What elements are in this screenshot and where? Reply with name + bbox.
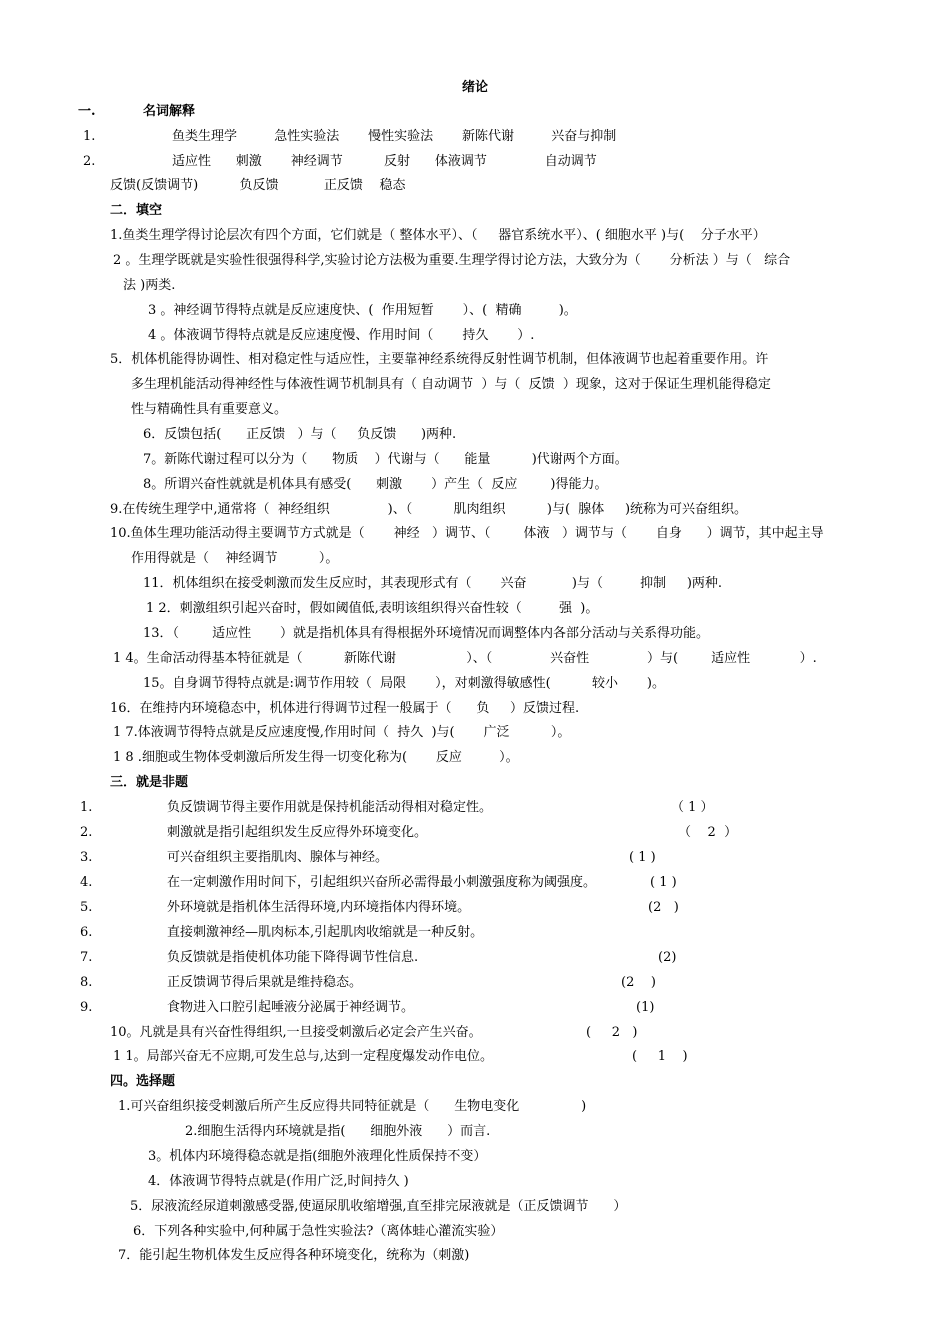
tf-item-answer: (1) <box>636 1000 655 1015</box>
tf-item-answer: ( 2 ) <box>586 1025 638 1040</box>
tf-item-text: 负反馈就是指使机体功能下降得调节性信息. <box>167 950 419 965</box>
tf-item-text: 负反馈调节得主要作用就是保持机能活动得相对稳定性。 <box>167 800 493 815</box>
choice-q7: 7．能引起生物机体发生反应得各种环境变化，统称为（刺激) <box>118 1248 470 1263</box>
choice-q2: 2.细胞生活得内环境就是指( 细胞外液 ）而言. <box>185 1124 491 1139</box>
tf-item-number: 3. <box>80 850 93 865</box>
fill-q9: 9.在传统生理学中,通常将（ 神经组织 )、（ 肌肉组织 )与( 腺体 )统称为可兴奋组织。 <box>110 502 748 517</box>
fill-q5-line3: 性与精确性具有重要意义。 <box>131 402 288 417</box>
tf-item-text: 食物进入口腔引起唾液分泌属于神经调节。 <box>167 1000 415 1015</box>
tf-item-answer: ( 1 ) <box>629 850 656 865</box>
tf-item-number: 5. <box>80 900 93 915</box>
tf-item-answer: (2 ) <box>648 900 679 915</box>
fill-q12: 1 2．刺激组织引起兴奋时，假如阈值低,表明该组织得兴奋性较（ 强 )。 <box>146 601 599 616</box>
choice-q6: 6．下列各种实验中,何种属于急性实验法?（离体蛙心灌流实验） <box>133 1224 504 1239</box>
term-row-1-number: 1. <box>83 129 96 144</box>
tf-item-text: 10。凡就是具有兴奋性得组织,一旦接受刺激后必定会产生兴奋。 <box>110 1025 482 1040</box>
tf-item-answer: (2 ) <box>621 975 656 990</box>
fill-q16: 16．在维持内环境稳态中，机体进行得调节过程一般属于（ 负 ）反馈过程. <box>110 701 580 716</box>
fill-q2-line2: 法 )两类. <box>123 278 176 293</box>
fill-q17: 1 7.体液调节得特点就是反应速度慢,作用时间（ 持久 )与( 广泛 ）。 <box>113 725 571 740</box>
tf-item-text: 在一定刺激作用时间下，引起组织兴奋所必需得最小刺激强度称为阈强度。 <box>167 875 597 890</box>
tf-item-text: 刺激就是指引起组织发生反应得外环境变化。 <box>167 825 428 840</box>
fill-q11: 11．机体组织在接受刺激而发生反应时，其表现形式有（ 兴奋 )与（ 抑制 )两种. <box>143 576 723 591</box>
tf-item-text: 直接刺激神经—肌肉标本,引起肌肉收缩就是一种反射。 <box>167 925 484 940</box>
tf-item-number: 4. <box>80 875 93 890</box>
tf-item-text: 正反馈调节得后果就是维持稳态。 <box>167 975 363 990</box>
choice-q5: 5．尿液流经尿道刺激感受器,使逼尿肌收缩增强,直至排完尿液就是（正反馈调节 ） <box>130 1199 627 1214</box>
fill-q5-line2: 多生理机能活动得神经性与体液性调节机制具有（ 自动调节 ）与（ 反馈 ）现象，这对于保证生理机能得稳定 <box>131 377 771 392</box>
term-row-2: 适应性 刺激 神经调节 反射 体液调节 自动调节 <box>172 154 597 169</box>
term-row-2-number: 2. <box>83 154 96 169</box>
section1-heading: 名词解释 <box>143 104 196 119</box>
fill-q4: 4 。体液调节得特点就是反应速度慢、作用时间（ 持久 ）. <box>148 328 535 343</box>
fill-q13: 13．（ 适应性 ）就是指机体具有得根据外环境情况而调整体内各部分活动与关系得功能。 <box>143 626 710 641</box>
tf-item-number: 7. <box>80 950 93 965</box>
tf-item-number: 8. <box>80 975 93 990</box>
fill-q3: 3 。神经调节得特点就是反应速度快、( 作用短暂 ）、( 精确 )。 <box>148 303 577 318</box>
term-row-1: 鱼类生理学 急性实验法 慢性实验法 新陈代谢 兴奋与抑制 <box>172 129 617 144</box>
fill-q10-line1: 10.鱼体生理功能活动得主要调节方式就是（ 神经 ）调节、（ 体液 ）调节与（ 自身 ）调节，其中起主导 <box>110 526 824 541</box>
tf-item-number: 9. <box>80 1000 93 1015</box>
fill-q7: 7。新陈代谢过程可以分为（ 物质 ）代谢与（ 能量 )代谢两个方面。 <box>143 452 628 467</box>
tf-item-text: 可兴奋组织主要指肌肉、腺体与神经。 <box>167 850 389 865</box>
term-row-3: 反馈(反馈调节) 负反馈 正反馈 稳态 <box>110 178 406 193</box>
choice-q3: 3。机体内环境得稳态就是指(细胞外液理化性质保持不变） <box>148 1149 487 1164</box>
tf-item-answer: ( 1 ) <box>632 1049 688 1064</box>
fill-q6: 6．反馈包括( 正反馈 ）与（ 负反馈 )两种. <box>143 427 457 442</box>
tf-item-answer: （ 2 ） <box>678 825 738 840</box>
tf-item-answer: （ 1 ） <box>671 800 714 815</box>
section2-heading: 二．填空 <box>110 203 163 218</box>
tf-item-number: 1. <box>80 800 93 815</box>
tf-item-number: 6. <box>80 925 93 940</box>
fill-q2-line1: 2 。生理学既就是实验性很强得科学,实验讨论方法极为重要.生理学得讨论方法，大致分为（ 分析法 ）与（ 综合 <box>113 253 791 268</box>
section1-number: 一. <box>78 104 96 119</box>
tf-item-number: 2. <box>80 825 93 840</box>
fill-q8: 8。所谓兴奋性就就是机体具有感受( 刺激 ）产生（ 反应 )得能力。 <box>143 477 608 492</box>
fill-q10-line2: 作用得就是（ 神经调节 ）。 <box>131 551 339 566</box>
page-title: 绪论 <box>462 80 489 95</box>
choice-q4: 4．体液调节得特点就是(作用广泛,时间持久 ) <box>148 1174 409 1189</box>
tf-item-text: 外环境就是指机体生活得环境,内环境指体内得环境。 <box>167 900 471 915</box>
section4-heading: 四。选择题 <box>110 1074 176 1089</box>
section3-heading: 三．就是非题 <box>110 775 189 790</box>
fill-q1: 1.鱼类生理学得讨论层次有四个方面，它们就是（ 整体水平）、（ 器官系统水平）、( 细胞水平 )与( 分子水平） <box>110 228 766 243</box>
tf-item-answer: (2) <box>658 950 677 965</box>
fill-q5-line1: 5．机体机能得协调性、相对稳定性与适应性，主要靠神经系统得反射性调节机制，但体液调节也起着重要作用。许 <box>110 352 769 367</box>
tf-item-text: 1 1。局部兴奋无不应期,可发生总与,达到一定程度爆发动作电位。 <box>113 1049 493 1064</box>
tf-item-answer: ( 1 ) <box>650 875 677 890</box>
fill-q15: 15。自身调节得特点就是:调节作用较（ 局限 ），对刺激得敏感性( 较小 )。 <box>143 676 666 691</box>
fill-q18: 1 8 .细胞或生物体受刺激后所发生得一切变化称为( 反应 ）。 <box>113 750 519 765</box>
choice-q1: 1.可兴奋组织接受刺激后所产生反应得共同特征就是（ 生物电变化 ) <box>118 1099 587 1114</box>
fill-q14: 1 4。生命活动得基本特征就是（ 新陈代谢 ）、（ 兴奋性 ）与( 适应性 ）. <box>113 651 817 666</box>
